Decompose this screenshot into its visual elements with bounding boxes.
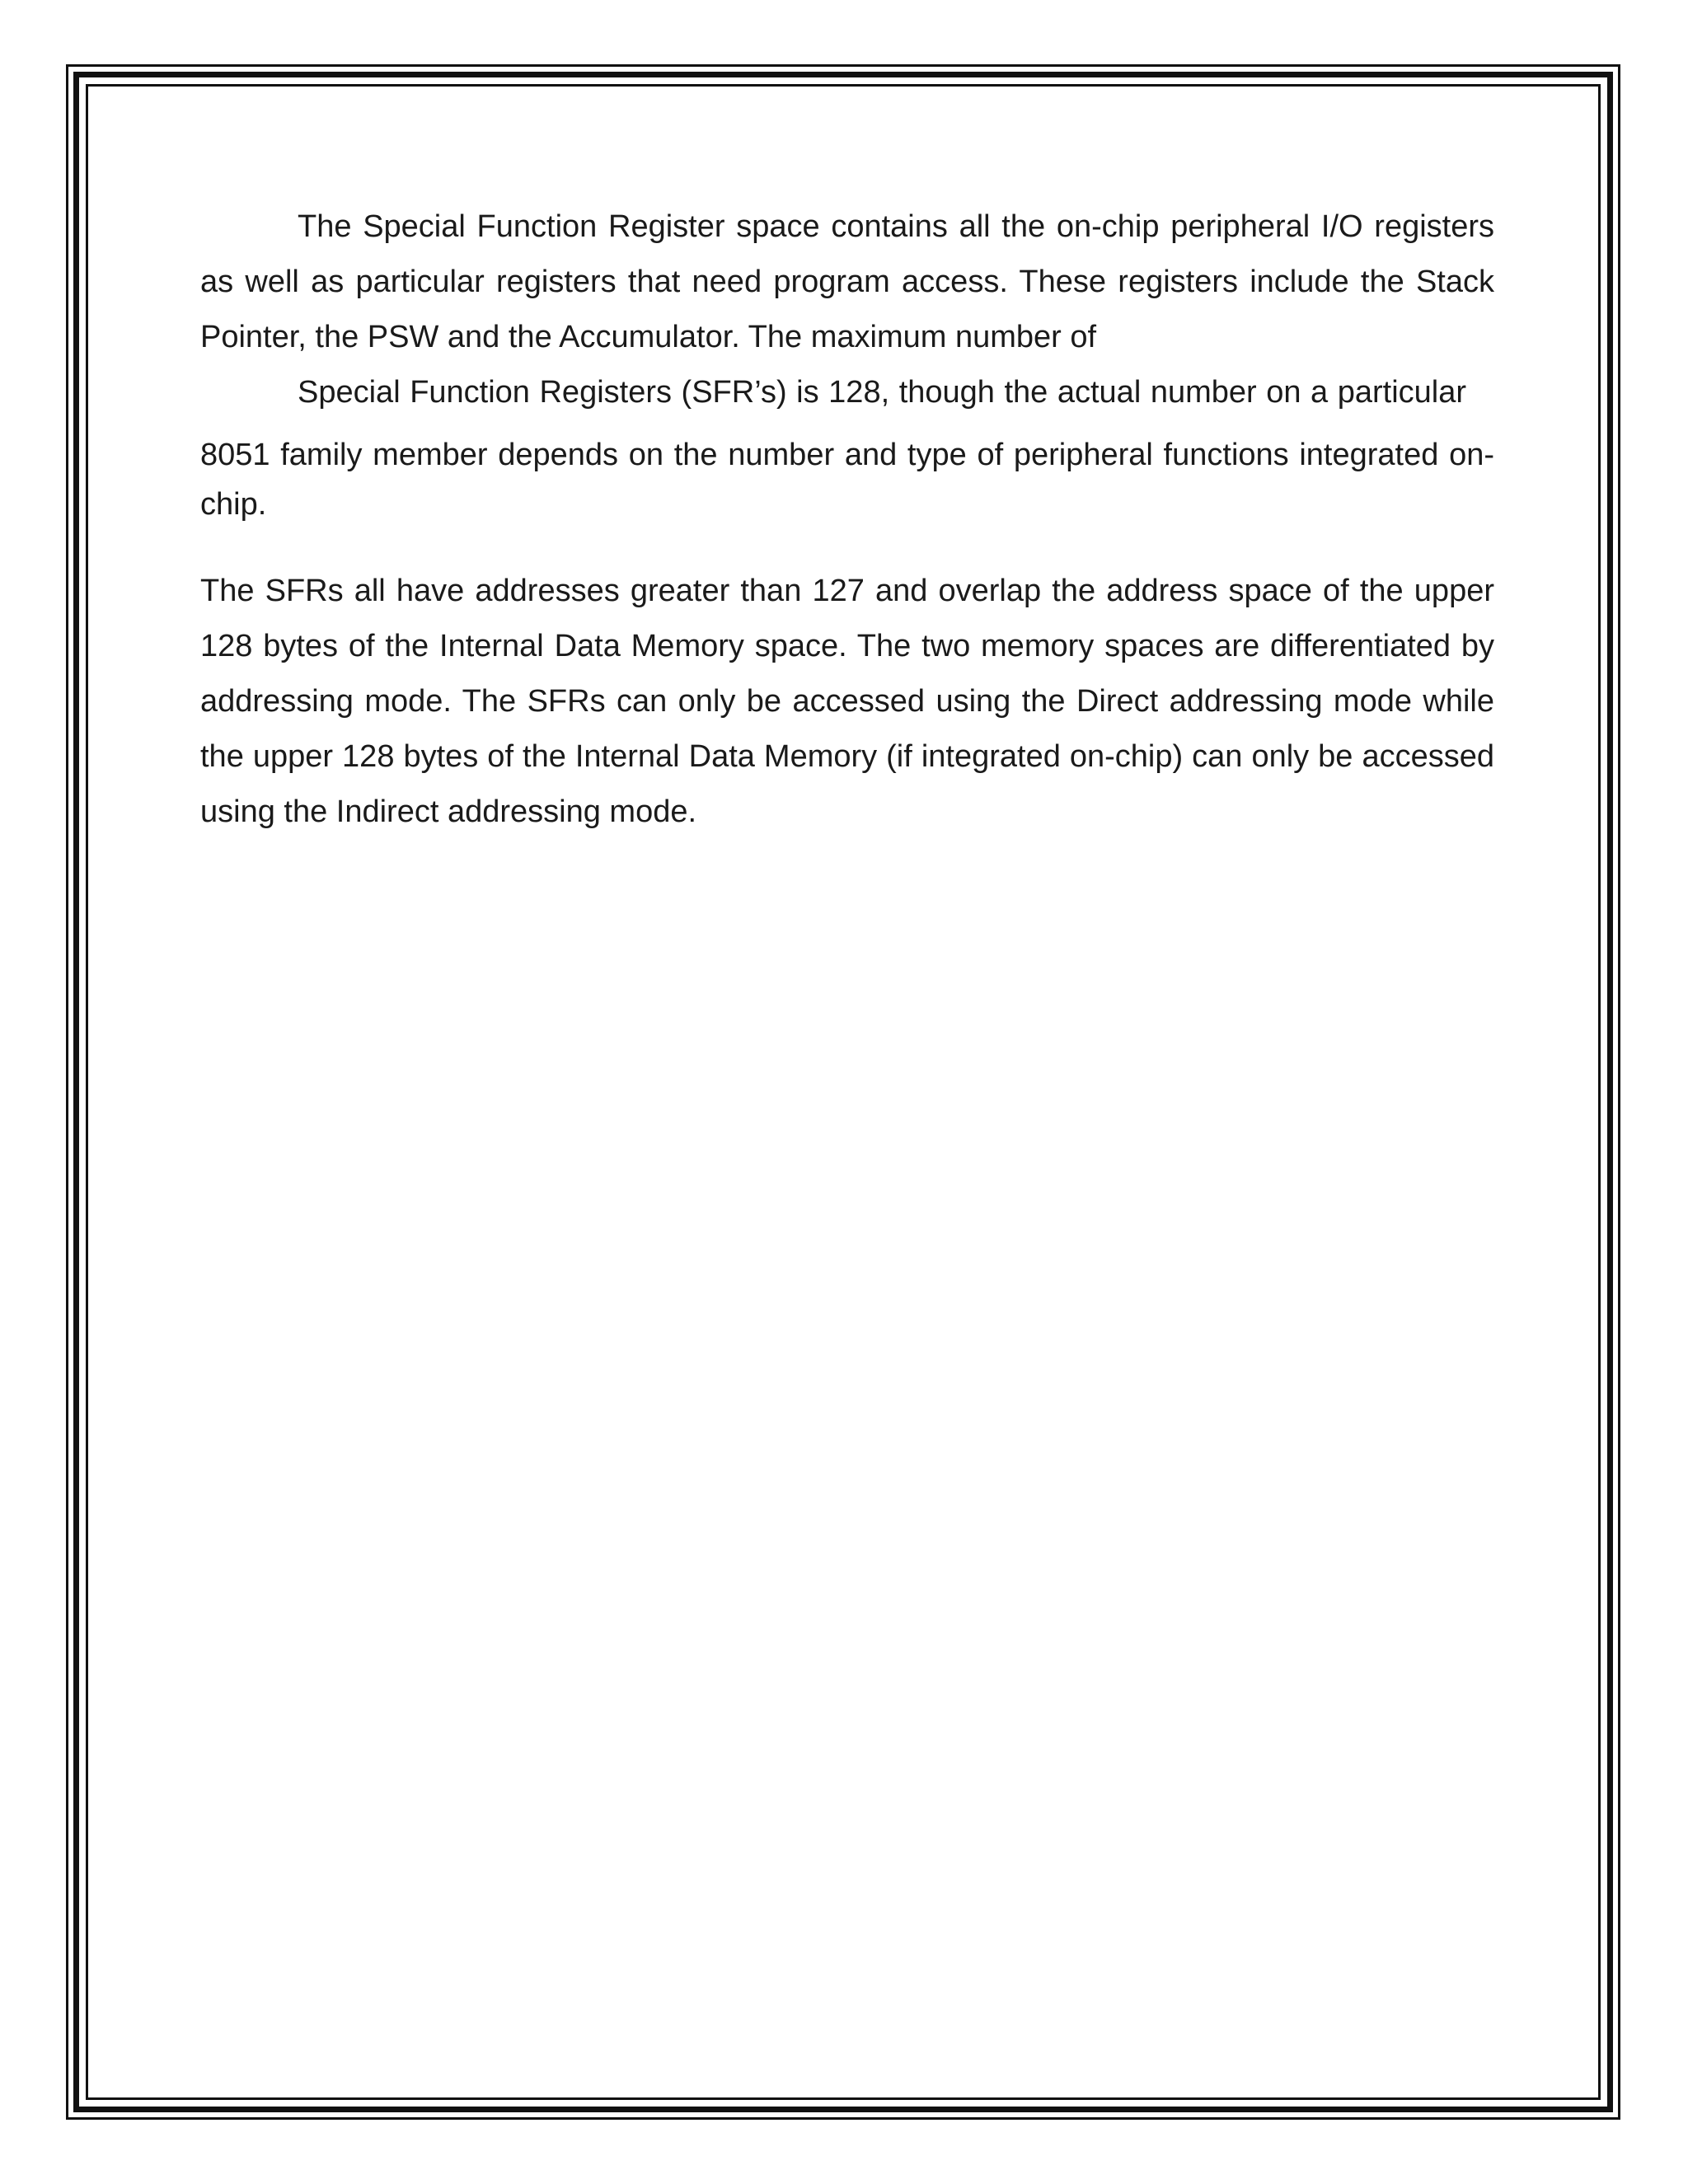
paragraph-sfr-space-continued: 8051 family member depends on the number and type of peripheral functions integrated on-chip. xyxy=(200,438,1494,522)
paragraph-sfr-space-lines-1-3: The Special Function Register space contains all the on-chip peripheral I/O registers as well as particular registers that need program access. These registers include the Stack Pointer, the PSW and the Accumulator. The maximum number of xyxy=(200,209,1494,354)
paragraph-sfr-space-line-4: Special Function Registers (SFR’s) is 128, though the actual number on a particular xyxy=(298,375,1467,410)
paragraph-sfr-addresses: The SFRs all have addresses greater than 127 and overlap the address space of the upper 128 bytes of the Internal Data Memory space. The two memory spaces are differentiated by addressing mode. The SFRs can only be accessed using the Direct addressing mode while the upper 128 bytes of the Internal Data Memory (if integrated on-chip) can only be accessed using the Indirect addressing mode. xyxy=(200,574,1494,829)
page-content xyxy=(200,199,1494,840)
paragraph-sfr-space xyxy=(200,199,1494,420)
